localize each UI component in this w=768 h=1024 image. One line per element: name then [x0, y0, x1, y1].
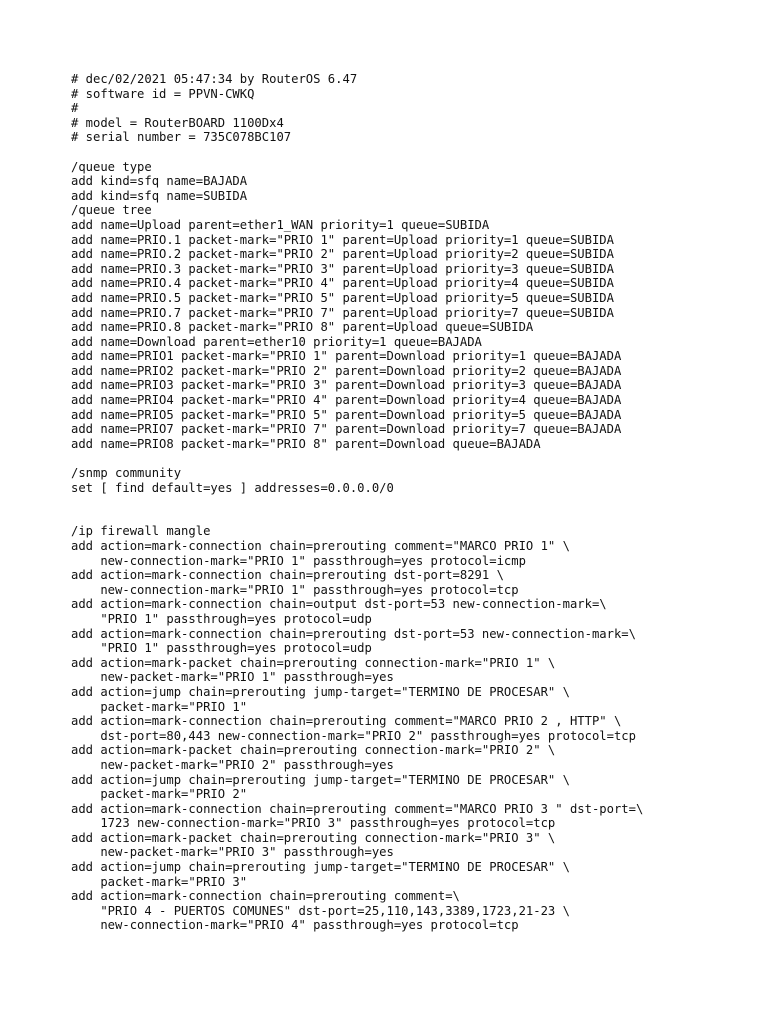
- mangle-line: add action=jump chain=prerouting jump-target="TERMINO DE PROCESAR" \: [71, 772, 570, 787]
- mangle-line: add action=jump chain=prerouting jump-target="TERMINO DE PROCESAR" \: [71, 684, 570, 699]
- queue-line: /queue type: [71, 159, 152, 174]
- queue-line: add name=PRIO2 packet-mark="PRIO 2" parent=Download priority=2 queue=BAJADA: [71, 363, 622, 378]
- mangle-line: add action=mark-connection chain=prerouting comment="MARCO PRIO 1" \: [71, 539, 570, 553]
- queue-config-block: [71, 160, 751, 452]
- queue-line: add name=PRIO4 packet-mark="PRIO 4" parent=Download priority=4 queue=BAJADA: [71, 393, 622, 408]
- mangle-line: add action=jump chain=prerouting jump-target="TERMINO DE PROCESAR" \: [71, 860, 570, 875]
- header-line: # dec/02/2021 05:47:34 by RouterOS 6.47: [71, 72, 358, 86]
- mangle-line: new-connection-mark="PRIO 1" passthrough=yes protocol=tcp: [71, 582, 519, 597]
- mangle-line: packet-mark="PRIO 1": [71, 699, 248, 714]
- mangle-line: add action=mark-connection chain=prerouting dst-port=8291 \: [71, 568, 504, 583]
- queue-line: add name=PRIO.5 packet-mark="PRIO 5" parent=Upload priority=5 queue=SUBIDA: [71, 290, 614, 305]
- mangle-line: packet-mark="PRIO 3": [71, 874, 248, 889]
- snmp-line: /snmp community: [71, 466, 182, 481]
- header-line: #: [71, 101, 79, 116]
- mangle-line: packet-mark="PRIO 2": [71, 787, 248, 802]
- header-line: # model = RouterBOARD 1100Dx4: [71, 115, 284, 130]
- mangle-line: "PRIO 4 - PUERTOS COMUNES" dst-port=25,110,143,3389,1723,21-23 \: [71, 903, 570, 918]
- mangle-line: new-packet-mark="PRIO 1" passthrough=yes: [71, 670, 394, 685]
- header-line: # software id = PPVN-CWKQ: [71, 86, 255, 101]
- header-comment-block: [71, 72, 751, 145]
- queue-line: /queue tree: [71, 203, 152, 218]
- snmp-config-block: [71, 466, 751, 495]
- queue-line: add name=Upload parent=ether1_WAN priority=1 queue=SUBIDA: [71, 217, 490, 232]
- queue-line: add name=PRIO.4 packet-mark="PRIO 4" parent=Upload priority=4 queue=SUBIDA: [71, 276, 614, 291]
- mangle-line: add action=mark-packet chain=prerouting connection-mark="PRIO 3" \: [71, 830, 556, 845]
- queue-line: add name=PRIO5 packet-mark="PRIO 5" parent=Download priority=5 queue=BAJADA: [71, 407, 622, 422]
- queue-line: add name=PRIO8 packet-mark="PRIO 8" parent=Download queue=BAJADA: [71, 436, 541, 451]
- mangle-line: add action=mark-packet chain=prerouting connection-mark="PRIO 1" \: [71, 655, 556, 670]
- config-document: [71, 72, 751, 933]
- queue-line: add kind=sfq name=BAJADA: [71, 174, 248, 189]
- queue-line: add kind=sfq name=SUBIDA: [71, 188, 248, 203]
- queue-line: add name=PRIO3 packet-mark="PRIO 3" parent=Download priority=3 queue=BAJADA: [71, 378, 622, 393]
- snmp-line: set [ find default=yes ] addresses=0.0.0.0/0: [71, 480, 394, 495]
- mangle-line: add action=mark-packet chain=prerouting connection-mark="PRIO 2" \: [71, 743, 556, 758]
- header-line: # serial number = 735C078BC107: [71, 130, 292, 145]
- queue-line: add name=PRIO.2 packet-mark="PRIO 2" parent=Upload priority=2 queue=SUBIDA: [71, 247, 614, 262]
- mangle-line: add action=mark-connection chain=prerouting comment="MARCO PRIO 3 " dst-port=\: [71, 801, 644, 816]
- queue-line: add name=PRIO7 packet-mark="PRIO 7" parent=Download priority=7 queue=BAJADA: [71, 422, 622, 437]
- mangle-line: "PRIO 1" passthrough=yes protocol=udp: [71, 641, 372, 656]
- queue-line: add name=PRIO.7 packet-mark="PRIO 7" parent=Upload priority=7 queue=SUBIDA: [71, 305, 614, 320]
- queue-line: add name=PRIO.3 packet-mark="PRIO 3" parent=Upload priority=3 queue=SUBIDA: [71, 261, 614, 276]
- mangle-line: add action=mark-connection chain=prerouting comment=\: [71, 889, 460, 904]
- queue-line: add name=PRIO.8 packet-mark="PRIO 8" parent=Upload queue=SUBIDA: [71, 320, 534, 335]
- queue-line: add name=Download parent=ether10 priority=1 queue=BAJADA: [71, 334, 482, 349]
- mangle-line: add action=mark-connection chain=prerouting dst-port=53 new-connection-mark=\: [71, 626, 636, 641]
- mangle-line: new-connection-mark="PRIO 4" passthrough=yes protocol=tcp: [71, 918, 519, 933]
- mangle-line: /ip firewall mangle: [71, 524, 211, 539]
- blank-line: [71, 145, 751, 160]
- mangle-line: "PRIO 1" passthrough=yes protocol=udp: [71, 611, 372, 626]
- queue-line: add name=PRIO.1 packet-mark="PRIO 1" parent=Upload priority=1 queue=SUBIDA: [71, 232, 614, 247]
- mangle-line: 1723 new-connection-mark="PRIO 3" passthrough=yes protocol=tcp: [71, 816, 556, 831]
- blank-line: [71, 451, 751, 466]
- mangle-line: add action=mark-connection chain=output dst-port=53 new-connection-mark=\: [71, 597, 607, 612]
- mangle-config-block: [71, 524, 751, 933]
- blank-lines: [71, 495, 751, 524]
- queue-line: add name=PRIO1 packet-mark="PRIO 1" parent=Download priority=1 queue=BAJADA: [71, 349, 622, 364]
- mangle-line: dst-port=80,443 new-connection-mark="PRIO 2" passthrough=yes protocol=tcp: [71, 728, 636, 743]
- mangle-line: add action=mark-connection chain=prerouting comment="MARCO PRIO 2 , HTTP" \: [71, 714, 622, 729]
- mangle-line: new-connection-mark="PRIO 1" passthrough=yes protocol=icmp: [71, 553, 526, 568]
- mangle-line: new-packet-mark="PRIO 2" passthrough=yes: [71, 757, 394, 772]
- mangle-line: new-packet-mark="PRIO 3" passthrough=yes: [71, 845, 394, 860]
